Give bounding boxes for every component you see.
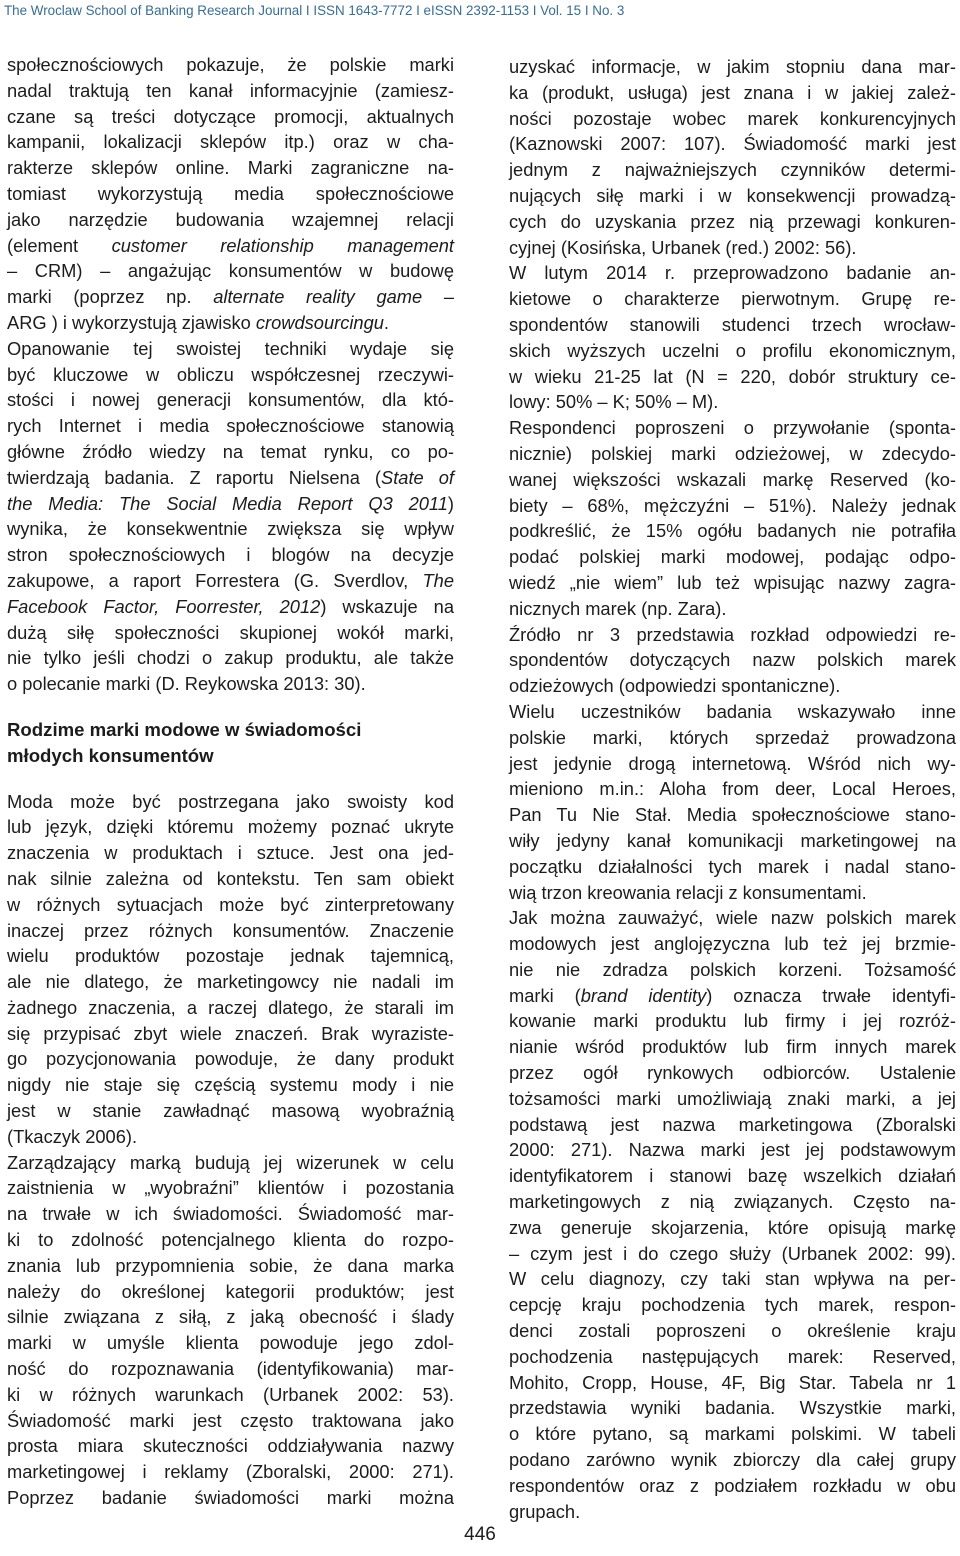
text-line: jest jedynie drogą internetową. Wśród nich wy- — [509, 752, 956, 774]
text-run: ) — [447, 492, 454, 514]
text-line: W lutym 2014 r. przeprowadzono badanie an- — [509, 262, 956, 284]
text-line: ka (produkt, usługa) jest znana i w jakiej zależ- — [509, 81, 956, 103]
italic-term: crowdsourcingu — [255, 311, 384, 333]
page-number: 446 — [464, 1524, 496, 1545]
paragraph — [7, 52, 454, 697]
text-line: polskie marki, których sprzedaż prowadzona — [509, 726, 956, 748]
text-line: tomiast wykorzystują media społecznościowe — [7, 182, 454, 204]
text-line — [509, 983, 956, 1009]
text-line: cepcję kraju pochodzenia tych marek, respon- — [509, 1294, 956, 1316]
text-line: kietowe o charakterze pierwotnym. Grupę re- — [509, 288, 956, 310]
text-line: podkreślić, że 15% ogółu badanych nie potrafiła — [509, 520, 956, 542]
text-run: . — [383, 311, 390, 333]
text-line: marki w umyśle klienta powoduje jego zdol- — [7, 1332, 454, 1354]
italic-term: customer relationship management — [111, 234, 454, 256]
text-line: Zarządzający marką budują jej wizerunek w celu — [7, 1151, 454, 1173]
text-run: marki (poprzez np. — [7, 286, 214, 308]
text-line: znaczenia w produktach i sztuce. Jest ona jed- — [7, 842, 454, 864]
text-line: nicznie) polskiej marki odzieżowej, w zdecydo- — [509, 442, 956, 464]
paragraph — [509, 54, 956, 260]
text-line: Wielu uczestników badania wskazywało inne — [509, 700, 956, 722]
text-line — [7, 594, 454, 620]
text-line: wiedź „nie wiem” lub też wpisując nazwy zagra- — [509, 571, 956, 593]
text-line: należy do określonej kategorii produktów; jest — [7, 1280, 454, 1302]
italic-term: the Media: The Social Media Report Q3 2011 — [7, 492, 448, 514]
text-line: Mohito, Cropp, House, 4F, Big Star. Tabela nr 1 — [509, 1371, 956, 1393]
text-line: ki w różnych warunkach (Urbanek 2002: 53). — [7, 1383, 454, 1405]
text-line: (Kaznowski 2007: 107). Świadomość marki jest — [509, 133, 956, 155]
text-line — [7, 310, 454, 336]
text-run: twierdzają badania. Z raportu Nielsena ( — [7, 466, 382, 488]
text-line: na trwałe w ich świadomości. Świadomość mar- — [7, 1203, 454, 1225]
spacer — [7, 697, 454, 717]
paragraph — [509, 260, 956, 415]
text-line: Świadomość marki jest często traktowana jako — [7, 1409, 454, 1431]
text-line: przez ogół rynkowych odbiorców. Ustalenie — [509, 1062, 956, 1084]
text-line: o polecanie marki (D. Reykowska 2013: 30). — [7, 673, 366, 695]
text-line: inaczej przez różnych konsumentów. Znaczenie — [7, 919, 454, 941]
text-line: nie tylko jeśli chodzi o zakup produktu, ale także — [7, 647, 454, 669]
text-line: rych Internet i media społecznościowe stanowią — [7, 415, 454, 437]
text-line: biety – 68%, mężczyźni – 51%). Należy jednak — [509, 494, 956, 516]
text-line: się przypisać zbyt wiele znaczeń. Brak wyraziste- — [7, 1022, 454, 1044]
text-line: podstawą jest nazwa marketingowa (Zboralski — [509, 1113, 956, 1135]
text-line: lub język, dzięki któremu możemy poznać ukryte — [7, 816, 454, 838]
text-line: społecznościowych pokazuje, że polskie marki — [7, 54, 454, 75]
paragraph — [509, 699, 956, 905]
text-line: główne źródło wiedzy na temat rynku, co po- — [7, 440, 454, 462]
text-line: nigdy nie staje się częścią systemu mody i nie — [7, 1074, 454, 1096]
section-heading — [7, 717, 454, 769]
text-line: W celu diagnozy, czy taki stan wpływa na per- — [509, 1268, 956, 1290]
text-run: marki ( — [509, 984, 581, 1006]
text-line: stości i nowej generacji konsumentów, dla któ- — [7, 389, 454, 411]
text-line: denci zostali poproszeni o określenie kraju — [509, 1320, 956, 1342]
text-line: prosta miara skuteczności oddziaływania nazwy — [7, 1435, 454, 1457]
text-line: Poprzez badanie świadomości marki można — [7, 1487, 454, 1509]
text-line — [7, 284, 454, 310]
text-line: Moda może być postrzegana jako swoisty kod — [7, 790, 454, 812]
text-line: wynika, że konsekwentnie zwiększa się wpływ — [7, 518, 454, 540]
section-heading-line: młodych konsumentów — [7, 744, 214, 766]
text-run: zakupowe, a raport Forrestera (G. Sverdlov, — [7, 569, 423, 591]
spacer — [7, 769, 454, 789]
text-line — [7, 465, 454, 491]
section-heading-line: Rodzime marki modowe w świadomości — [7, 718, 362, 740]
text-line: marketingowej i reklamy (Zboralski, 2000: 271). — [7, 1461, 454, 1483]
text-line: zaistnienia w „wyobraźni” klientów i pozostania — [7, 1177, 454, 1199]
text-line: ale nie dlatego, że marketingowcy nie nadali im — [7, 971, 454, 993]
text-line: nicznych marek (np. Zara). — [509, 597, 727, 619]
paragraph — [509, 905, 956, 1524]
text-line: kampanii, lokalizacji sklepów itp.) oraz w cha- — [7, 131, 454, 153]
text-line: spondentów dotyczących nazw polskich marek — [509, 649, 956, 671]
text-line: Źródło nr 3 przedstawia rozkład odpowiedzi re- — [509, 623, 956, 645]
text-line: podać polskiej marki modowej, podając odpo- — [509, 546, 956, 568]
text-line: – CRM) – angażując konsumentów w budowę — [7, 260, 454, 282]
text-line: zwa generuje skojarzenia, które opisują markę — [509, 1216, 956, 1238]
italic-term: alternate reality game – — [213, 286, 455, 308]
text-line: tożsamości marki umożliwiają znaki marki, a jej — [509, 1087, 956, 1109]
text-line: skich wyższych uczelni o profilu ekonomicznym, — [509, 339, 956, 361]
text-run: ) wskazuje na — [320, 595, 454, 617]
text-line: jako narzędzie budowania wzajemnej relacji — [7, 208, 454, 230]
text-line: Respondenci poproszeni o przywołanie (sponta- — [509, 417, 956, 439]
text-line: wią trzon kreowania relacji z konsumentami. — [509, 881, 867, 903]
text-line: o które pytano, są markami polskimi. W tabeli — [509, 1423, 956, 1445]
text-line: wiły jedyny kanał komunikacji marketingowej na — [509, 829, 956, 851]
text-line: 2000: 271). Nazwa marki jest jej podstawowym — [509, 1139, 956, 1161]
text-line: grupach. — [509, 1500, 581, 1522]
paragraph — [509, 415, 956, 621]
text-line: dużą siłę społeczności skupionej wokół marki, — [7, 621, 454, 643]
text-line: cych do uzyskania przez nią przewagi konkuren- — [509, 210, 956, 232]
text-run: ) oznacza trwałe identyfi- — [706, 984, 956, 1006]
text-line: znania lub przypomnienia sobie, że dana marka — [7, 1254, 454, 1276]
running-header: The Wroclaw School of Banking Research Journal I ISSN 1643-7772 I eISSN 2392-1153 I Vol. 15 I No. 3 — [4, 3, 625, 18]
text-run: ARG ) i wykorzystują zjawisko — [7, 311, 256, 333]
paragraph — [7, 789, 454, 1150]
text-line: początku działalności tych marek i nadal stano- — [509, 855, 956, 877]
text-line: wielu produktów pozostaje jednak tajemnicą, — [7, 945, 454, 967]
text-line: pochodzenia następujących marek: Reserved, — [509, 1345, 956, 1367]
text-line: w różnych sytuacjach może być zinterpretowany — [7, 893, 454, 915]
text-line: Pan Tu Nie Stał. Media społecznościowe stano- — [509, 804, 956, 826]
text-line: podano zarówno wynik zbiorczy dla całej grupy — [509, 1449, 956, 1471]
text-line: mieniono m.in.: Aloha from deer, Local Heroes, — [509, 778, 956, 800]
text-line: cyjnej (Kosińska, Urbanek (red.) 2002: 56). — [509, 236, 857, 258]
text-line: nianie wśród produktów lub firm innych marek — [509, 1036, 956, 1058]
text-line: nujących siłę marki i w konsekwencji prowadzą- — [509, 184, 956, 206]
text-line: odzieżowych (odpowiedzi spontaniczne). — [509, 675, 841, 697]
text-line: ność do rozpoznawania (identyfikowania) mar- — [7, 1358, 454, 1380]
text-line: nie nie zdradza polskich korzeni. Tożsamość — [509, 958, 956, 980]
text-line: marketingowych z nią związanych. Często na- — [509, 1191, 956, 1213]
text-line: ności pozostaje wobec marek konkurencyjnych — [509, 107, 956, 129]
text-line: kowanie marki produktu lub firmy i jej rozróż- — [509, 1010, 956, 1032]
text-line: uzyskać informacje, w jakim stopniu dana mar- — [509, 56, 956, 77]
text-line: jednym z najważniejszych czynników determi- — [509, 159, 956, 181]
text-line: czane są treści dotyczące promocji, aktualnych — [7, 105, 454, 127]
text-line: respondentów oraz z podziałem rozkładu w obu — [509, 1474, 956, 1496]
paragraph — [509, 622, 956, 699]
text-line: stron społecznościowych i blogów na decyzje — [7, 544, 454, 566]
text-line: ki to zdolność potencjalnego klienta do rozpo- — [7, 1229, 454, 1251]
text-line — [7, 568, 454, 594]
text-line: w wieku 21-25 lat (N = 220, dobór struktury ce- — [509, 365, 956, 387]
text-line — [7, 491, 454, 517]
text-line — [7, 233, 454, 259]
text-line: żadnego znaczenia, a raczej dlatego, że starali im — [7, 996, 454, 1018]
italic-term: brand identity — [580, 984, 707, 1006]
italic-term: The — [422, 569, 454, 591]
text-line: modowych jest anglojęzyczna lub też jej brzmie- — [509, 933, 956, 955]
text-line: go pozycjonowania powoduje, że dany produkt — [7, 1048, 454, 1070]
text-line: przedstawia wyniki badania. Wszystkie marki, — [509, 1397, 956, 1419]
text-line: nadal traktują ten kanał informacyjnie (zamiesz- — [7, 79, 454, 101]
right-column — [509, 54, 956, 1524]
text-line: nak silnie zależna od kontekstu. Ten sam obiekt — [7, 867, 454, 889]
text-line: być kluczowe w obliczu współczesnej rzeczywi- — [7, 363, 454, 385]
text-line: wanej większości wskazali markę Reserved (ko- — [509, 468, 956, 490]
text-line: (Tkaczyk 2006). — [7, 1125, 138, 1147]
italic-term: State of — [381, 466, 454, 488]
italic-term: Facebook Factor, Foorrester, 2012 — [7, 595, 321, 617]
text-line: Opanowanie tej swoistej techniki wydaje się — [7, 337, 454, 359]
text-line: jest w stanie zawładnąć masową wyobraźnią — [7, 1100, 454, 1122]
text-line: lowy: 50% – K; 50% – M). — [509, 391, 719, 413]
text-run: (element — [7, 234, 112, 256]
text-line: Jak można zauważyć, wiele nazw polskich marek — [509, 907, 956, 929]
paragraph — [7, 1150, 454, 1511]
left-column — [7, 52, 454, 1511]
text-line: rakterze sklepów online. Marki zagraniczne na- — [7, 157, 454, 179]
text-line: spondentów stanowili studenci trzech wrocław- — [509, 313, 956, 335]
text-line: – czym jest i do czego służy (Urbanek 2002: 99). — [509, 1242, 956, 1264]
text-line: silnie związana z siłą, z jaką obecność i ślady — [7, 1306, 454, 1328]
text-line: identyfikatorem i stanowi bazę wszelkich działań — [509, 1165, 956, 1187]
